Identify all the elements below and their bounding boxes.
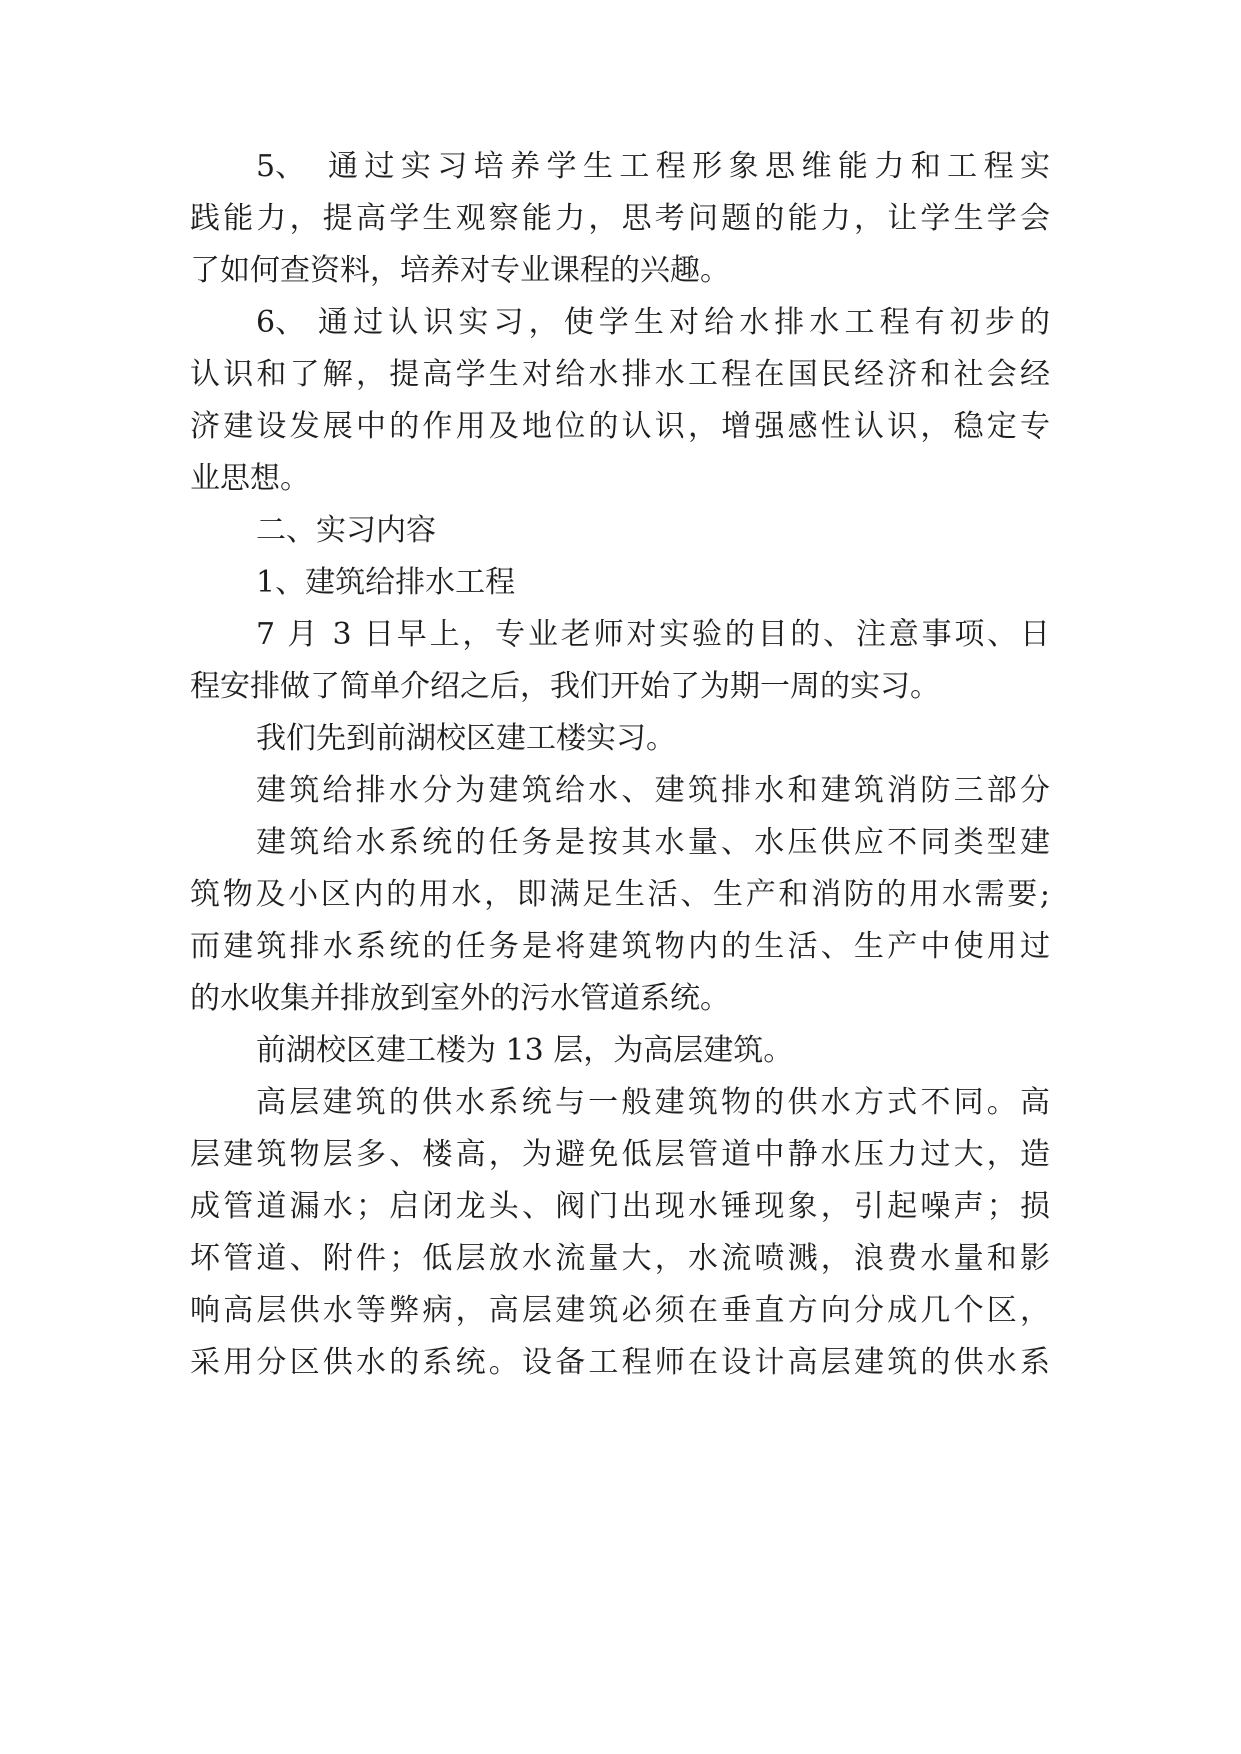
paragraph-6-line-4: 业思想。: [190, 461, 310, 496]
highrise-paragraph-line-2: 层建筑物层多、楼高，为避免低层管道中静水压力过大，造: [190, 1137, 1050, 1172]
subsection-heading: 1、建筑给排水工程: [256, 565, 516, 600]
paragraph-5-line-2: 践能力，提高学生观察能力，思考问题的能力，让学生学会: [190, 201, 1050, 236]
intro-paragraph-line-1: 7 月 3 日早上，专业老师对实验的目的、注意事项、日: [256, 617, 1050, 652]
task-paragraph-line-3: 而建筑排水系统的任务是将建筑物内的生活、生产中使用过: [190, 929, 1050, 964]
highrise-paragraph-line-5: 响高层供水等弊病，高层建筑必须在垂直方向分成几个区，: [190, 1293, 1050, 1328]
highrise-paragraph-line-3: 成管道漏水；启闭龙头、阀门出现水锤现象，引起噪声；损: [190, 1189, 1050, 1224]
location-paragraph: 我们先到前湖校区建工楼实习。: [256, 721, 676, 756]
item-number-6: 6、: [256, 305, 306, 340]
intro-paragraph-line-2: 程安排做了简单介绍之后，我们开始了为期一周的实习。: [190, 669, 940, 704]
section-heading: 二、实习内容: [256, 513, 436, 548]
highrise-paragraph-line-6: 采用分区供水的系统。设备工程师在设计高层建筑的供水系: [190, 1345, 1050, 1380]
task-paragraph-line-4: 的水收集并排放到室外的污水管道系统。: [190, 981, 730, 1016]
highrise-paragraph-line-1: 高层建筑的供水系统与一般建筑物的供水方式不同。高: [256, 1085, 1050, 1120]
paragraph-6-line-1: 通过认识实习，使学生对给水排水工程有初步的: [318, 305, 1050, 340]
paragraph-6-line-3: 济建设发展中的作用及地位的认识，增强感性认识，稳定专: [190, 409, 1050, 444]
paragraph-6-line-2: 认识和了解，提高学生对给水排水工程在国民经济和社会经: [190, 357, 1050, 392]
item-number-5: 5、: [256, 149, 306, 184]
building-paragraph: 前湖校区建工楼为 13 层，为高层建筑。: [256, 1033, 794, 1068]
task-paragraph-line-2: 筑物及小区内的用水，即满足生活、生产和消防的用水需要;: [190, 877, 1050, 912]
paragraph-5-line-1: 通过实习培养学生工程形象思维能力和工程实: [328, 149, 1050, 184]
paragraph-5-line-3: 了如何查资料，培养对专业课程的兴趣。: [190, 253, 730, 288]
parts-paragraph: 建筑给排水分为建筑给水、建筑排水和建筑消防三部分: [256, 773, 1050, 808]
task-paragraph-line-1: 建筑给水系统的任务是按其水量、水压供应不同类型建: [256, 825, 1050, 860]
highrise-paragraph-line-4: 坏管道、附件；低层放水流量大，水流喷溅，浪费水量和影: [190, 1241, 1050, 1276]
